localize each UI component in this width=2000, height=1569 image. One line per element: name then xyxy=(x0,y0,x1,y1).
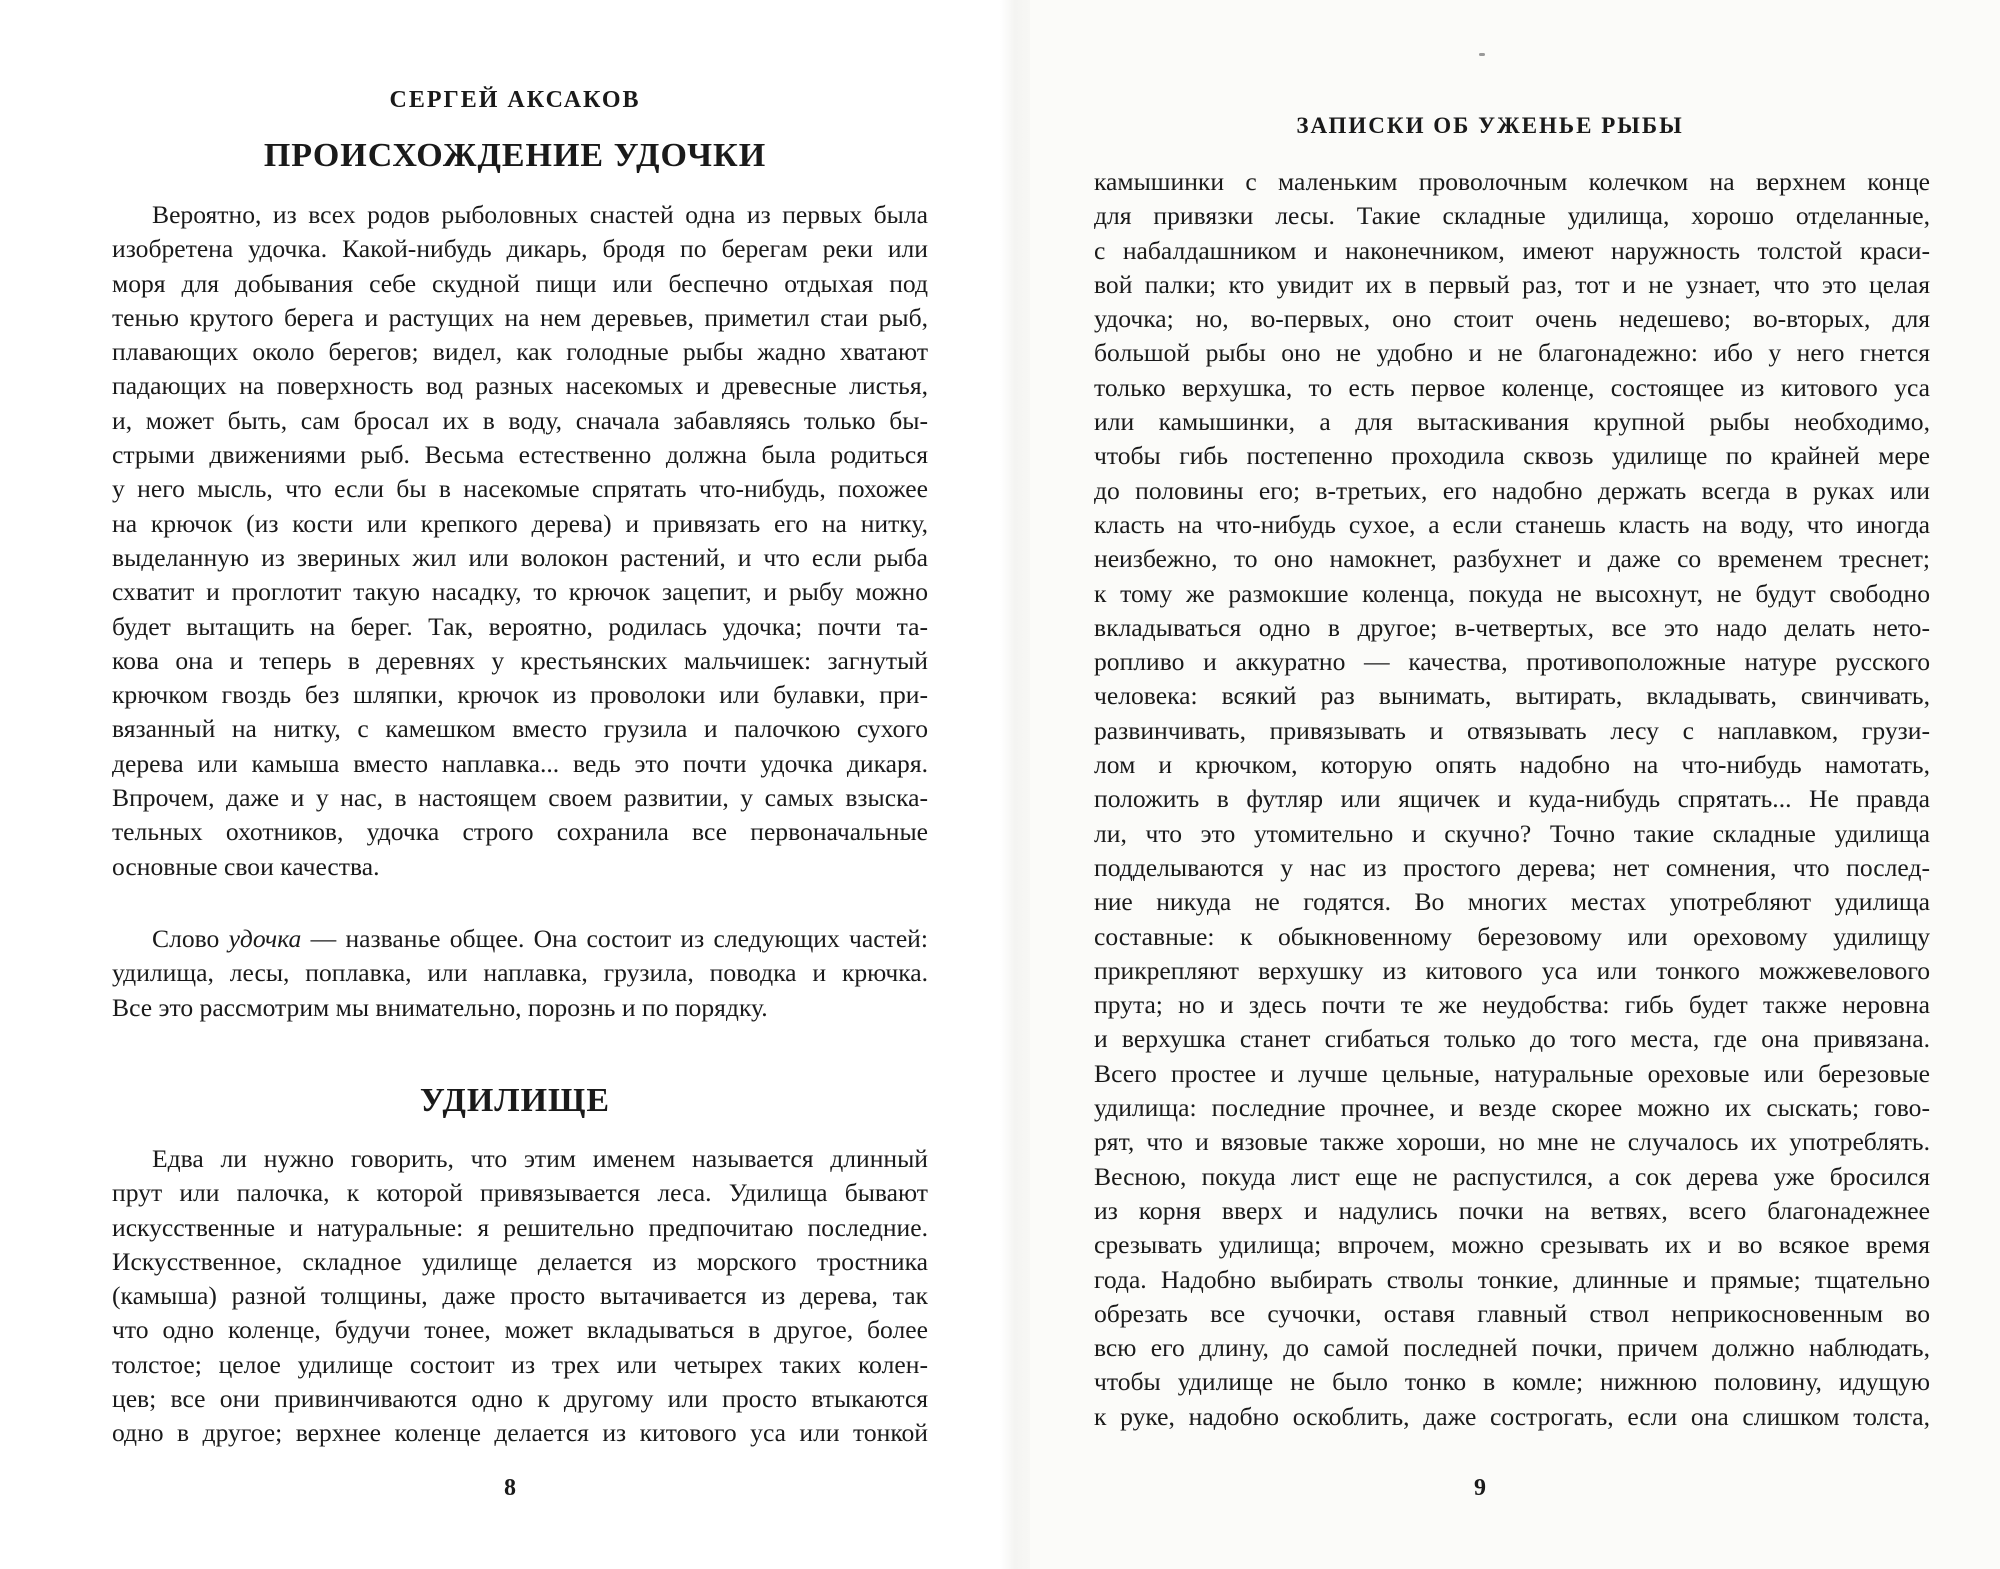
text-line: крючком гвоздь без шляпки, крючок из проволоки или булавки, при- xyxy=(112,680,928,710)
paragraph-udilishche xyxy=(112,1142,928,1451)
chapter-title: ПРОИСХОЖДЕНИЕ УДОЧКИ xyxy=(263,137,767,174)
text-line: падающих на поверхность вод разных насекомых и древесные листья, xyxy=(112,371,928,401)
text-line: тенью крутого берега и растущих на нем деревьев, приметил стаи рыб, xyxy=(112,302,928,332)
text-span: Слово xyxy=(152,924,229,953)
text-line: толстое; целое удилище состоит из трех или четырех таких колен- xyxy=(112,1349,928,1379)
text-line: или камышинки, а для вытаскивания крупной рыбы необходимо, xyxy=(1094,407,1930,437)
text-line: ние никуда не годятся. Во многих местах употребляют удилища xyxy=(1094,887,1930,917)
print-speck xyxy=(1479,53,1485,56)
text-line: из корня вверх и надулись почки на ветвях, всего благонадежнее xyxy=(1094,1195,1930,1225)
section-title: УДИЛИЩЕ xyxy=(419,1082,611,1119)
text-line: Впрочем, даже и у нас, в настоящем своем развитии, у самых взыска- xyxy=(112,783,928,813)
text-line: положить в футляр или ящичек и куда-нибудь спрятать... Не правда xyxy=(1094,784,1930,814)
text-line: Искусственное, складное удилище делается из морского тростника xyxy=(112,1246,928,1276)
text-line: неизбежно, то оно намокнет, разбухнет и даже со временем треснет; xyxy=(1094,544,1930,574)
text-line: цев; все они привинчиваются одно к другому или просто втыкаются xyxy=(112,1384,928,1414)
left-running-head: СЕРГЕЙ АКСАКОВ xyxy=(389,87,641,113)
text-line: Едва ли нужно говорить, что этим именем называется длинный xyxy=(152,1144,928,1173)
text-line: удочка; но, во-первых, оно стоит очень недешево; во-вторых, для xyxy=(1094,304,1930,334)
text-line: вой палки; кто увидит их в первый раз, тот и не узнает, что это целая xyxy=(1094,269,1930,299)
text-line: срезывать удилища; впрочем, можно срезывать их и во всякое время xyxy=(1094,1230,1930,1260)
paragraph-origin xyxy=(112,198,928,884)
text-line: ропливо и аккуратно — качества, противоположные натуре русского xyxy=(1094,647,1930,677)
text-line: дерева или камыша вместо наплавка... ведь это почти удочка дикаря. xyxy=(112,748,928,778)
text-line: года. Надобно выбирать стволы тонкие, длинные и прямые; тщательно xyxy=(1094,1264,1930,1294)
page-number: 8 xyxy=(504,1475,516,1501)
text-line: и верхушка станет сгибаться только до того места, где она привязана. xyxy=(1094,1024,1930,1054)
text-line: лом и крючком, которую опять надобно на что-нибудь намотать, xyxy=(1094,750,1930,780)
text-line: что одно коленце, будучи тонее, может вкладываться в другое, более xyxy=(112,1315,928,1345)
text-line: выделанную из звериных жил или волокон растений, и что если рыба xyxy=(112,542,928,572)
text-line: у него мысль, что если бы в насекомые спрятать что-нибудь, похожее xyxy=(112,474,928,504)
text-line: Весною, покуда лист еще не распустился, а сок дерева уже бросился xyxy=(1094,1161,1930,1191)
text-line: прикрепляют верхушку из китового уса или тонкого можжевелового xyxy=(1094,955,1930,985)
text-line: Все это рассмотрим мы внимательно, порознь и по порядку. xyxy=(112,992,768,1022)
text-line: удилища: последние прочнее, и везде скорее можно их сыскать; гово- xyxy=(1094,1093,1930,1123)
text-line: тельных охотников, удочка строго сохранила все первоначальные xyxy=(112,817,928,847)
text-line: вкладываться одно в другое; в-четвертых, все это надо делать нето- xyxy=(1094,612,1930,642)
paragraph-word-udochka xyxy=(112,922,928,1025)
page-number: 9 xyxy=(1474,1475,1486,1501)
book-gutter xyxy=(1000,0,1030,1569)
text-line: составные: к обыкновенному березовому или ореховому удилищу xyxy=(1094,921,1930,951)
text-line: плавающих около берегов; видел, как голодные рыбы жадно хватают xyxy=(112,337,928,367)
text-line: к руке, надобно оскоблить, даже сострогать, если она слишком толста, xyxy=(1094,1401,1930,1431)
text-line: для привязки лесы. Такие складные удилища, хорошо отделанные, xyxy=(1094,201,1930,231)
paragraph-continued xyxy=(1094,165,1930,1434)
text-line: человека: всякий раз вынимать, вытирать, вкладывать, свинчивать, xyxy=(1094,681,1930,711)
text-line: и, может быть, сам бросал их в воду, сначала забавляясь только бы- xyxy=(112,405,928,435)
text-line: будет вытащить на берег. Так, вероятно, родилась удочка; почти та- xyxy=(112,611,928,641)
text-line: Всего простее и лучше цельные, натуральные ореховые или березовые xyxy=(1094,1058,1930,1088)
text-line: камышинки с маленьким проволочным колечком на верхнем конце xyxy=(1094,167,1930,196)
text-line: ли, что это утомительно и скучно? Точно такие складные удилища xyxy=(1094,818,1930,848)
text-line: основные свои качества. xyxy=(112,851,380,881)
right-running-head: ЗАПИСКИ ОБ УЖЕНЬЕ РЫБЫ xyxy=(1296,113,1684,138)
text-line: одно в другое; верхнее коленце делается из китового уса или тонкой xyxy=(112,1418,928,1448)
text-line: (камыша) разной толщины, даже просто вытачивается из дерева, так xyxy=(112,1281,928,1311)
text-line: кова она и теперь в деревнях у крестьянских мальчишек: загнутый xyxy=(112,645,928,675)
text-line: с набалдашником и наконечником, имеют наружность толстой краси- xyxy=(1094,235,1930,265)
text-line: чтобы удилище не было тонко в комле; нижнюю половину, идущую xyxy=(1094,1367,1930,1397)
italic-term: удочка xyxy=(228,924,302,953)
text-line: удилища, лесы, поплавка, или наплавка, грузила, поводка и крючка. xyxy=(112,958,928,988)
text-line: только верхушка, то есть первое коленце, состоящее из китового уса xyxy=(1094,372,1930,402)
text-line: развинчивать, привязывать и отвязывать лесу с наплавком, грузи- xyxy=(1094,715,1930,745)
text-line: всю его длину, до самой последней почки, причем должно наблюдать, xyxy=(1094,1333,1930,1363)
text-line: прута; но и здесь почти те же неудобства: гибь будет также неровна xyxy=(1094,990,1930,1020)
text-line: вязанный на нитку, с камешком вместо грузила и палочкою сухого xyxy=(112,714,928,744)
text-line: на крючок (из кости или крепкого дерева) и привязать его на нитку, xyxy=(112,508,928,538)
text-line: стрыми движениями рыб. Весьма естественно должна была родиться xyxy=(112,440,928,470)
text-line: прут или палочка, к которой привязывается леса. Удилища бывают xyxy=(112,1178,928,1208)
text-line: схватит и проглотит такую насадку, то крючок зацепит, и рыбу можно xyxy=(112,577,928,607)
text-line: обрезать все сучочки, оставя главный ствол неприкосновенным во xyxy=(1094,1298,1930,1328)
text-line: до половины его; в-третьих, его надобно держать всегда в руках или xyxy=(1094,475,1930,505)
text-line: класть на что-нибудь сухое, а если станешь класть на воду, что иногда xyxy=(1094,509,1930,539)
text-span: — названье общее. Она состоит из следующих частей: xyxy=(301,924,928,953)
text-line: подделываются у нас из простого дерева; нет сомнения, что послед- xyxy=(1094,852,1930,882)
right-page xyxy=(1030,0,2000,1569)
text-line xyxy=(112,922,928,956)
text-line: большой рыбы оно не удобно и не благонадежно: ибо у него гнется xyxy=(1094,338,1930,368)
text-line: изобретена удочка. Какой-нибудь дикарь, бродя по берегам реки или xyxy=(112,234,928,264)
text-line: к тому же размокшие коленца, покуда не высохнут, не будут свободно xyxy=(1094,578,1930,608)
text-line: Вероятно, из всех родов рыболовных снастей одна из первых была xyxy=(152,200,928,229)
text-line: рят, что и вязовые также хороши, но мне не случалось их употреблять. xyxy=(1094,1127,1930,1157)
text-line: моря для добывания себе скудной пищи или беспечно отдыхая под xyxy=(112,268,928,298)
text-line: искусственные и натуральные: я решительно предпочитаю последние. xyxy=(112,1212,928,1242)
text-line: чтобы гибь постепенно проходила сквозь удилище по крайней мере xyxy=(1094,441,1930,471)
